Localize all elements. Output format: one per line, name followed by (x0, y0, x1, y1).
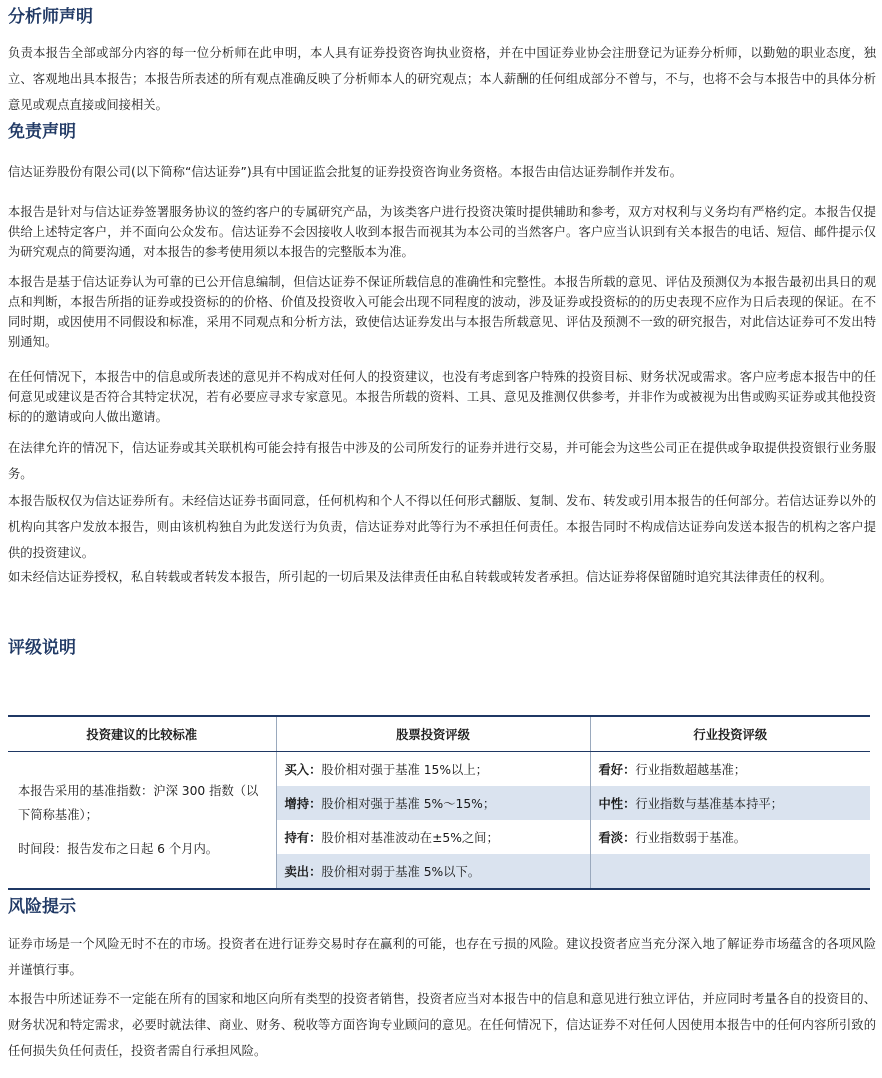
stock-rating-hold (276, 820, 590, 854)
risk-paragraph-2: 本报告中所述证券不一定能在所有的国家和地区向所有类型的投资者销售，投资者应当对本报告中的信息和意见进行独立评估，并应同时考量各自的投资目的、财务状况和特定需求，必要时就法律、商业、财务、税收等方面咨询专业顾问的意见。在任何情况下，信达证券不对任何人因使用本报告中的任何内容所引致的任何损失负任何责任，投资者需自行承担风险。 (8, 992, 876, 1058)
stock-label: 增持： (284, 797, 322, 811)
stock-rating-buy (276, 752, 590, 787)
risk-heading: 风险提示 (8, 897, 76, 917)
stock-label: 持有： (284, 831, 322, 845)
disclaimer-heading: 免责声明 (8, 122, 76, 142)
col-header-basis: 投资建议的比较标准 (8, 716, 276, 752)
industry-rating-empty (590, 854, 870, 889)
disclaimer-paragraph-7: 如未经信达证券授权，私自转载或者转发本报告，所引起的一切后果及法律责任由私自转载或转发者承担。信达证券将保留随时追究其法律责任的权利。 (8, 570, 832, 584)
col-header-industry: 行业投资评级 (590, 716, 870, 752)
risk-paragraph-1: 证券市场是一个风险无时不在的市场。投资者在进行证券交易时存在赢利的可能，也存在亏损的风险。建议投资者应当充分深入地了解证券市场蕴含的各项风险并谨慎行事。 (8, 937, 876, 977)
col-header-stock: 股票投资评级 (276, 716, 590, 752)
disclaimer-paragraph-3: 本报告是基于信达证券认为可靠的已公开信息编制，但信达证券不保证所载信息的准确性和完整性。本报告所载的意见、评估及预测仅为本报告最初出具日的观点和判断，本报告所指的证券或投资标的的价格、价值及投资收入可能会出现不同程度的波动，涉及证券或投资标的的历史表现不应作为日后表现的保证。在不同时期，或因使用不同假设和标准，采用不同观点和分析方法，致使信达证券发出与本报告所载意见、评估及预测不一致的研究报告，对此信达证券可不发出特别通知。 (8, 275, 876, 349)
stock-desc: 股价相对强于基准 15%以上； (321, 763, 488, 777)
analyst-statement-heading: 分析师声明 (8, 7, 93, 27)
rating-table-header (8, 716, 870, 752)
disclaimer-paragraph-5: 在法律允许的情况下，信达证券或其关联机构可能会持有报告中涉及的公司所发行的证券并进行交易，并可能会为这些公司正在提供或争取提供投资银行业务服务。 (8, 441, 876, 481)
disclaimer-paragraph-1: 信达证券股份有限公司(以下简称“信达证券”)具有中国证监会批复的证券投资咨询业务资格。本报告由信达证券制作并发布。 (8, 165, 683, 179)
stock-desc: 股价相对基准波动在±5%之间； (321, 831, 499, 845)
industry-rating-neutral (590, 786, 870, 820)
stock-label: 买入： (284, 763, 322, 777)
rating-table (8, 715, 870, 890)
industry-desc: 行业指数弱于基准。 (635, 831, 747, 845)
industry-label: 看好： (598, 763, 636, 777)
industry-label: 看淡： (598, 831, 636, 845)
rating-heading: 评级说明 (8, 638, 76, 658)
industry-rating-positive (590, 752, 870, 787)
basis-period: 时间段：报告发布之日起 6 个月内。 (18, 842, 219, 856)
disclaimer-paragraph-2: 本报告是针对与信达证券签署服务协议的签约客户的专属研究产品，为该类客户进行投资决策时提供辅助和参考，双方对权利与义务均有严格约定。本报告仅提供给上述特定客户，并不面向公众发布。信达证券不会因接收人收到本报告而视其为本公司的当然客户。客户应当认识到有关本报告的电话、短信、邮件提示仅为研究观点的简要沟通，对本报告的参考使用须以本报告的完整版本为准。 (8, 205, 876, 259)
disclaimer-paragraph-4: 在任何情况下，本报告中的信息或所表述的意见并不构成对任何人的投资建议，也没有考虑到客户特殊的投资目标、财务状况或需求。客户应考虑本报告中的任何意见或建议是否符合其特定状况，若有必要应寻求专家意见。本报告所载的资料、工具、意见及推测仅供参考，并非作为或被视为出售或购买证券或其他投资标的的邀请或向人做出邀请。 (8, 370, 876, 424)
industry-rating-negative (590, 820, 870, 854)
industry-desc: 行业指数与基准基本持平； (635, 797, 783, 811)
stock-desc: 股价相对强于基准 5%～15%； (321, 797, 496, 811)
table-row (8, 752, 870, 787)
basis-index: 本报告采用的基准指数：沪深 300 指数（以下简称基准）； (18, 784, 259, 822)
disclaimer-paragraph-6: 本报告版权仅为信达证券所有。未经信达证券书面同意，任何机构和个人不得以任何形式翻版、复制、发布、转发或引用本报告的任何部分。若信达证券以外的机构向其客户发放本报告，则由该机构独自为此发送行为负责，信达证券对此等行为不承担任何责任。本报告同时不构成信达证券向发送本报告的机构之客户提供的投资建议。 (8, 494, 876, 560)
industry-desc: 行业指数超越基准； (635, 763, 747, 777)
stock-label: 卖出： (284, 865, 322, 879)
industry-label: 中性： (598, 797, 636, 811)
stock-rating-sell (276, 854, 590, 889)
stock-rating-overweight (276, 786, 590, 820)
stock-desc: 股价相对弱于基准 5%以下。 (321, 865, 481, 879)
basis-cell (8, 752, 276, 890)
analyst-statement-text: 负责本报告全部或部分内容的每一位分析师在此申明，本人具有证券投资咨询执业资格，并在中国证券业协会注册登记为证券分析师，以勤勉的职业态度，独立、客观地出具本报告；本报告所表述的所有观点准确反映了分析师本人的研究观点；本人薪酬的任何组成部分不曾与，不与，也将不会与本报告中的具体分析意见或观点直接或间接相关。 (8, 46, 876, 112)
